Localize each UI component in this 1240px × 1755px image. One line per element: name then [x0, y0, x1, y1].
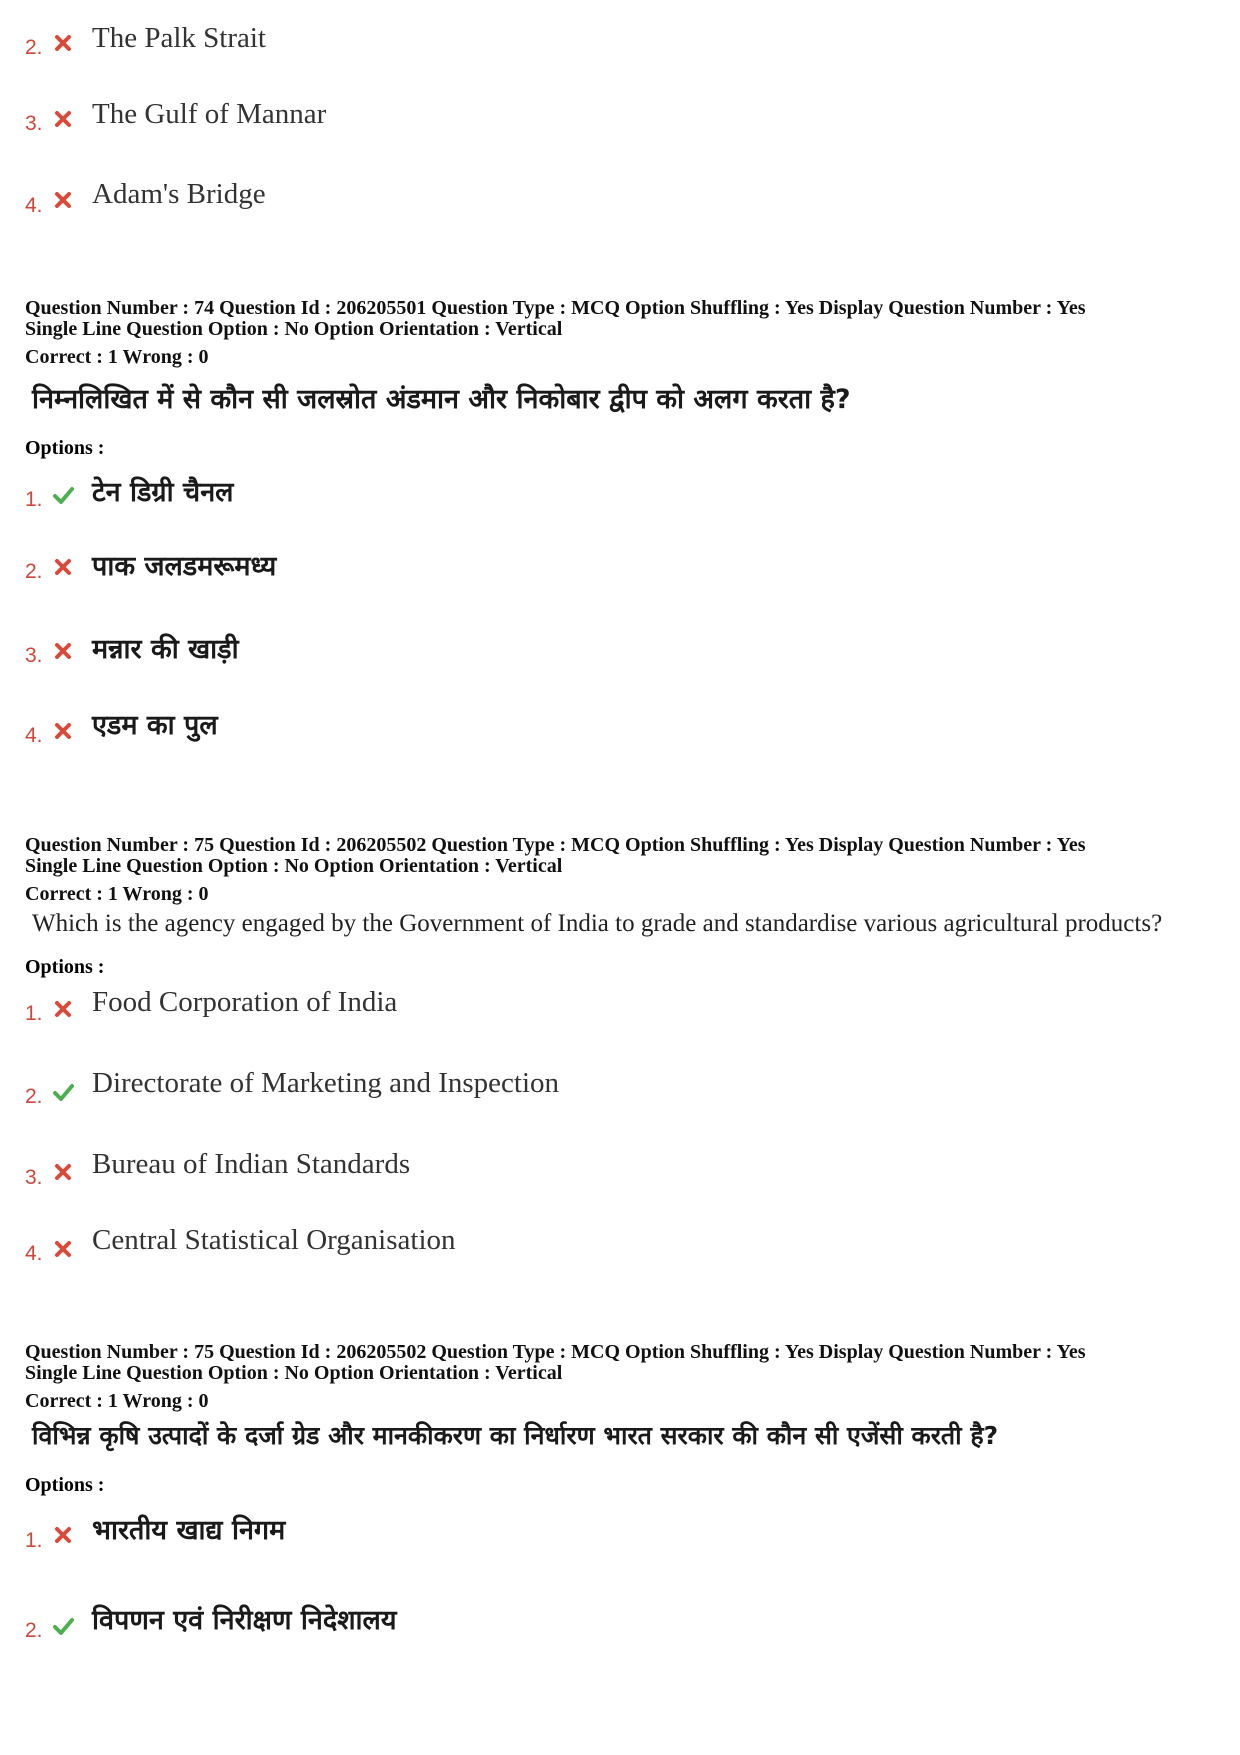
option-text: The Gulf of Mannar: [92, 98, 327, 130]
cross-icon: [52, 720, 74, 742]
option-number: 3.: [25, 112, 43, 135]
option-item: [0, 1224, 1240, 1278]
question-score: Correct : 1 Wrong : 0: [25, 1390, 209, 1412]
cross-icon: [52, 189, 74, 211]
cross-icon: [52, 556, 74, 578]
option-item: [0, 1148, 1240, 1202]
option-item: [0, 1508, 1240, 1558]
question-meta: Question Number : 75 Question Id : 206205502 Question Type : MCQ Option Shuffling : Yes Display Question Number : Yes: [25, 834, 1086, 856]
option-item: [0, 22, 1240, 72]
check-icon: [52, 484, 74, 506]
option-text: Bureau of Indian Standards: [92, 1148, 411, 1180]
options-label: Options :: [25, 1474, 105, 1496]
cross-icon: [52, 1238, 74, 1260]
option-number: 1.: [25, 1529, 43, 1552]
option-item: [0, 708, 1240, 758]
options-label: Options :: [25, 437, 105, 459]
question-text: Which is the agency engaged by the Government of India to grade and standardise various agricultural products?: [32, 910, 1163, 937]
option-text: Food Corporation of India: [92, 986, 398, 1018]
option-text: मन्नार की खाड़ी: [92, 634, 239, 665]
cross-icon: [52, 640, 74, 662]
options-label: Options :: [25, 956, 105, 978]
cross-icon: [52, 108, 74, 130]
option-number: 4.: [25, 724, 43, 747]
option-text: Central Statistical Organisation: [92, 1224, 456, 1256]
cross-icon: [52, 998, 74, 1020]
question-meta: Question Number : 74 Question Id : 206205501 Question Type : MCQ Option Shuffling : Yes Display Question Number : Yes: [25, 297, 1086, 319]
option-item: [0, 1598, 1240, 1648]
cross-icon: [52, 1161, 74, 1183]
question-text: निम्नलिखित में से कौन सी जलस्रोत अंडमान और निकोबार द्वीप को अलग करता है?: [32, 384, 851, 415]
option-text: Directorate of Marketing and Inspection: [92, 1067, 560, 1099]
option-item: [0, 174, 1240, 224]
option-number: 2.: [25, 560, 43, 583]
question-text: विभिन्न कृषि उत्पादों के दर्जा ग्रेड और मानकीकरण का निर्धारण भारत सरकार की कौन सी एजेंसी करती है?: [32, 1421, 999, 1450]
option-text: विपणन एवं निरीक्षण निदेशालय: [92, 1605, 397, 1636]
check-icon: [52, 1081, 74, 1103]
option-number: 3.: [25, 1166, 43, 1189]
option-number: 4.: [25, 194, 43, 217]
option-text: एडम का पुल: [92, 710, 218, 741]
question-score: Correct : 1 Wrong : 0: [25, 883, 209, 905]
option-item: [0, 98, 1240, 148]
option-number: 3.: [25, 644, 43, 667]
option-number: 1.: [25, 488, 43, 511]
check-icon: [52, 1615, 74, 1637]
option-item: [0, 470, 1240, 520]
question-meta: Single Line Question Option : No Option Orientation : Vertical: [25, 855, 563, 877]
option-number: 4.: [25, 1242, 43, 1265]
option-number: 2.: [25, 36, 43, 59]
option-text: टेन डिग्री चैनल: [92, 477, 234, 508]
option-number: 2.: [25, 1619, 43, 1642]
question-meta: Single Line Question Option : No Option Orientation : Vertical: [25, 318, 563, 340]
option-item: [0, 546, 1240, 596]
cross-icon: [52, 32, 74, 54]
question-score: Correct : 1 Wrong : 0: [25, 346, 209, 368]
option-text: Adam's Bridge: [92, 178, 266, 210]
cross-icon: [52, 1524, 74, 1546]
question-meta: Question Number : 75 Question Id : 206205502 Question Type : MCQ Option Shuffling : Yes Display Question Number : Yes: [25, 1341, 1086, 1363]
question-meta: Single Line Question Option : No Option Orientation : Vertical: [25, 1362, 563, 1384]
option-number: 1.: [25, 1002, 43, 1025]
option-item: [0, 988, 1240, 1038]
option-item: [0, 626, 1240, 676]
option-item: [0, 1067, 1240, 1120]
option-number: 2.: [25, 1085, 43, 1108]
option-text: The Palk Strait: [92, 22, 266, 54]
option-text: पाक जलडमरूमध्य: [92, 551, 277, 582]
option-text: भारतीय खाद्य निगम: [92, 1515, 286, 1546]
